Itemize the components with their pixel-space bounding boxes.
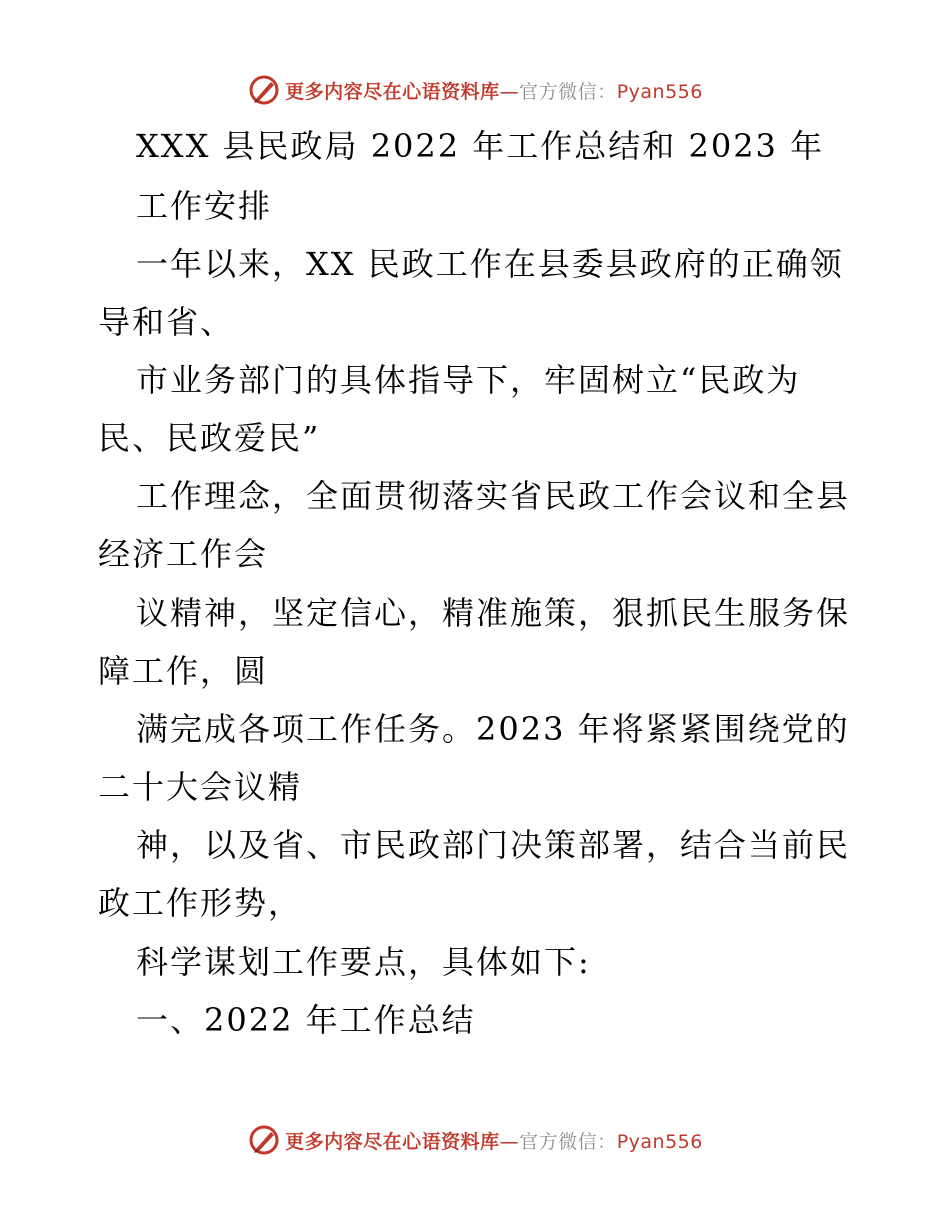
watermark-handle: Pyan556 [616, 1130, 703, 1153]
paragraph-line: 科学谋划工作要点，具体如下: [136, 943, 591, 981]
watermark-suffix: 官方微信： [519, 1130, 617, 1153]
watermark-suffix: 官方微信： [519, 80, 617, 103]
doc-title-line-1: XXX 县民政局 2022 年工作总结和 2023 年 [136, 127, 825, 165]
section-heading: 一、2022 年工作总结 [136, 1001, 476, 1039]
paragraph-line: 议精神，坚定信心，精准施策，狠抓民生服务保 [136, 594, 851, 632]
watermark-main: 更多内容尽在心语资料库 [285, 80, 500, 103]
paragraph-line: 神，以及省、市民政部门决策部署，结合当前民 [136, 826, 851, 864]
paragraph-line: 一年以来，XX 民政工作在县委县政府的正确领 [136, 245, 844, 283]
watermark-text [285, 77, 703, 104]
paragraph-line: 政工作形势， [98, 884, 303, 922]
paragraph-line: 经济工作会 [98, 535, 269, 573]
footer-watermark [0, 1120, 950, 1160]
paragraph-line: 民、民政爱民” [98, 419, 321, 457]
doc-title-line-2: 工作安排 [136, 187, 273, 225]
pen-logo-icon [247, 73, 281, 107]
watermark-handle: Pyan556 [616, 80, 703, 103]
paragraph-line: 市业务部门的具体指导下，牢固树立“民政为 [136, 361, 801, 399]
paragraph-line: 导和省、 [98, 303, 235, 341]
paragraph-line: 工作理念，全面贯彻落实省民政工作会议和全县 [136, 477, 851, 515]
watermark-dash: — [499, 80, 520, 103]
header-watermark [0, 70, 950, 110]
watermark-text [285, 1127, 703, 1154]
paragraph-line: 障工作，圆 [98, 652, 269, 690]
paragraph-line: 满完成各项工作任务。2023 年将紧紧围绕党的 [136, 710, 850, 748]
watermark-dash: — [499, 1130, 520, 1153]
watermark-main: 更多内容尽在心语资料库 [285, 1130, 500, 1153]
paragraph-line: 二十大会议精 [98, 768, 303, 806]
pen-logo-icon [247, 1123, 281, 1157]
